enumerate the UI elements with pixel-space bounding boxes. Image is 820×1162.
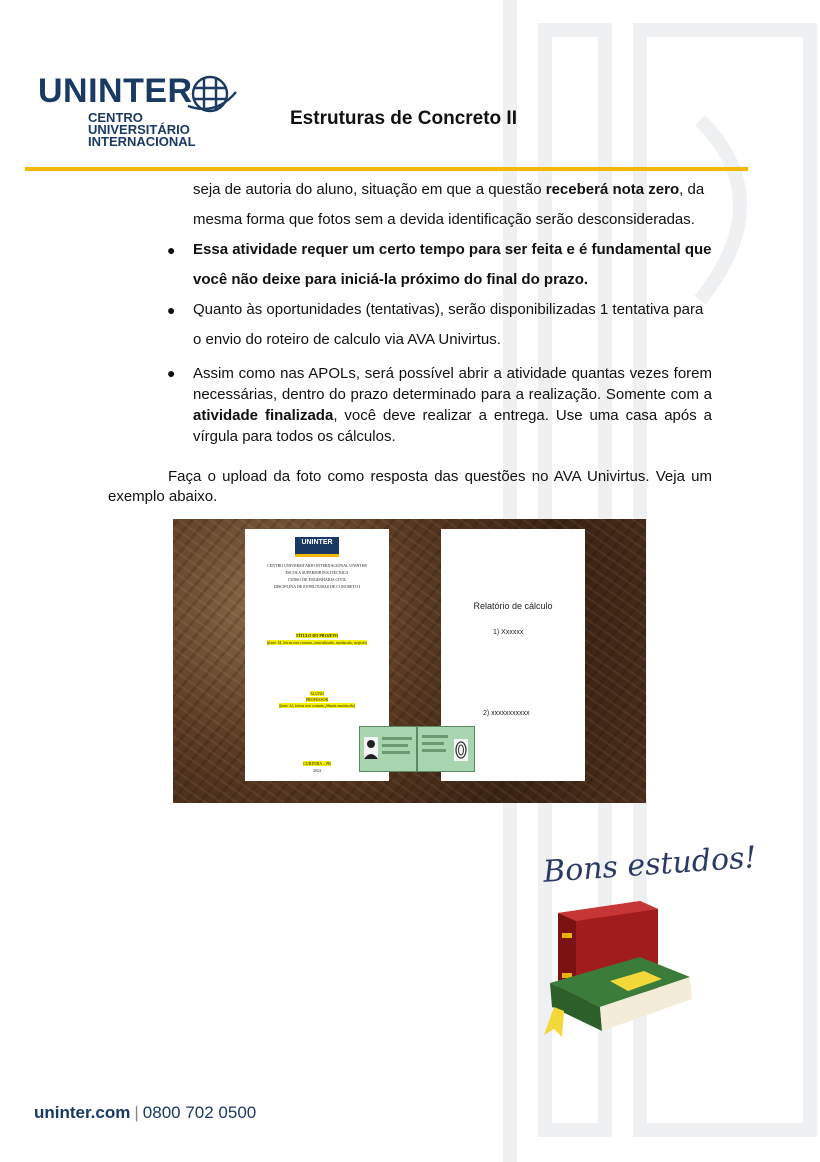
report-item-1: 1) Xxxxxx [493, 629, 524, 636]
bullet-line-1: Quanto às oportunidades (tentativas), serão disponibilizadas 1 tentativa para [193, 301, 704, 318]
cover-logo-text: UNINTER [301, 539, 333, 546]
logo-sub-line-2: UNIVERSITÁRIO [88, 122, 190, 137]
bullet-line-2: o envio do roteiro de calculo via AVA Univirtus. [193, 331, 501, 348]
cover-line-4: DISCIPLINA DE ESTRUTURAS DE CONCRETO I [273, 584, 361, 589]
id-card-front [359, 726, 417, 772]
books-icon [540, 895, 710, 1045]
text-segment: Assim como nas APOLs, será possível abrir a atividade quantas vezes forem necessárias, dentro do prazo determinado para a realização. Somente com a [193, 365, 712, 403]
cover-title-sub: (fonte 14, letras tem comum, centralizado, maiúsculo, negrito) [266, 640, 368, 645]
text-segment: , da [679, 181, 705, 198]
globe-icon [186, 72, 238, 116]
id-card-back [417, 726, 475, 772]
fingerprint-icon [418, 727, 474, 771]
uninter-logo [38, 72, 253, 154]
instructions-text [108, 175, 712, 507]
example-photo [173, 519, 646, 803]
footer-separator: | [134, 1103, 139, 1122]
continued-paragraph [193, 175, 712, 235]
text-segment: , você deve realizar a entrega. Use uma casa após a vírgula para todos os cálculos. [193, 407, 712, 445]
header-divider [25, 167, 748, 171]
bullet-item-time [167, 235, 712, 295]
bullet-icon: ● [167, 302, 176, 318]
cover-logo-bar [295, 554, 339, 557]
report-title: Relatório de cálculo [473, 601, 553, 611]
bold-text: receberá nota zero [545, 181, 680, 198]
document-title: Estruturas de Concreto II [290, 108, 517, 129]
cover-line-2: ESCOLA SUPERIOR POLITÉCNICA [285, 570, 349, 575]
cover-aluno-sub: (fonte 12, letras tem comum, filmais maiúsculo) [278, 703, 356, 708]
bullet-item-attempts [167, 295, 712, 355]
footer-phone: 0800 702 0500 [142, 1103, 257, 1122]
upload-paragraph: Faça o upload da foto como resposta das questões no AVA Univirtus. Veja um exemplo abaixo. [108, 468, 712, 505]
cover-year: 2024 [313, 768, 321, 773]
text-segment: seja de autoria do aluno, situação em que a questão [193, 181, 546, 198]
bullet-icon: ● [167, 365, 176, 381]
bullet-line-1: Essa atividade requer um certo tempo para ser feita e é fundamental que [193, 241, 712, 258]
cover-professor: PROFESSOR [305, 697, 329, 702]
footer-contact [34, 1103, 256, 1123]
cover-city: CURITIBA – PR [303, 761, 331, 766]
closing-message: Bons estudos! [542, 840, 758, 890]
logo-sub-line-1: CENTRO [88, 110, 143, 125]
id-photo-icon [360, 727, 416, 771]
cover-title: TÍTULO DO PROJETO [295, 633, 339, 638]
cover-logo [295, 537, 339, 557]
bullet-line-2: você não deixe para iniciá-la próximo do final do prazo. [193, 271, 589, 288]
footer-site: uninter.com [34, 1103, 131, 1122]
cover-line-3: CURSO DE ENGENHARIA CIVIL [287, 577, 347, 582]
cover-aluno: ALUNO [310, 691, 324, 696]
logo-subtitle [88, 112, 196, 148]
bullet-item-apols [167, 363, 712, 447]
continued-line-1 [193, 175, 712, 205]
logo-wordmark: UNINTER [38, 72, 193, 110]
report-item-2: 2) xxxxxxxxxxx [483, 710, 530, 717]
bullet-icon: ● [167, 242, 176, 258]
continued-line-2: mesma forma que fotos sem a devida identificação serão desconsideradas. [193, 211, 695, 228]
logo-sub-line-3: INTERNACIONAL [88, 134, 196, 149]
cover-line-1: CENTRO UNIVERSITÁRIO INTERNACIONAL UNINTER [267, 563, 367, 568]
bold-text: atividade finalizada [193, 407, 334, 424]
